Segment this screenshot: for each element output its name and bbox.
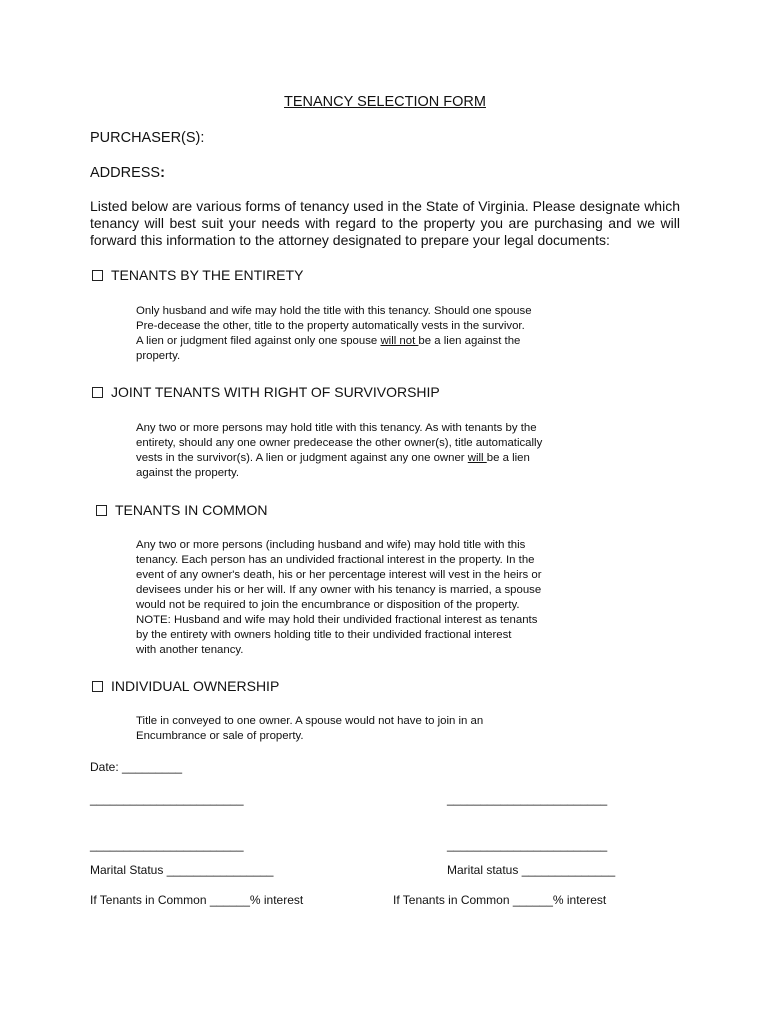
entirety-description <box>136 304 532 364</box>
intro-line: tenancy will best suit your needs with regard to the property you are purchasing and we will <box>90 215 680 231</box>
intro-line: Listed below are various forms of tenancy used in the State of Virginia. Please designate which <box>90 198 680 214</box>
description-line: Pre-decease the other, title to the property automatically vests in the survivor. <box>136 320 525 332</box>
purchasers-label: PURCHASER(S): <box>90 130 205 146</box>
tenants-in-common-interest-right[interactable]: If Tenants in Common ______% interest <box>393 893 607 907</box>
option-entirety <box>92 267 303 283</box>
description-line: Encumbrance or sale of property. <box>136 730 304 742</box>
individual-ownership-checkbox[interactable] <box>92 681 103 692</box>
tenants-in-common-checkbox[interactable] <box>96 505 107 516</box>
individual-ownership-description <box>136 714 483 744</box>
option-label: INDIVIDUAL OWNERSHIP <box>111 678 280 694</box>
intro-line: forward this information to the attorney designated to prepare your legal documents: <box>90 232 610 248</box>
description-line: Only husband and wife may hold the title with this tenancy. Should one spouse <box>136 305 532 317</box>
marital-status-left[interactable]: Marital Status ________________ <box>90 863 274 877</box>
marital-status-right[interactable]: Marital status ______________ <box>447 863 616 877</box>
tenants-in-common-interest-left[interactable]: If Tenants in Common ______% interest <box>90 893 304 907</box>
description-line: against the property. <box>136 467 239 479</box>
description-line: devisees under his or her will. If any owner with his tenancy is married, a spouse <box>136 584 542 596</box>
date-field[interactable]: Date: _________ <box>90 760 183 774</box>
description-line: A lien or judgment filed against only one spouse will not be a lien against the <box>136 335 521 347</box>
description-line: by the entirety with owners holding title to their undivided fractional interest <box>136 629 512 641</box>
address-label: ADDRESS: <box>90 165 165 181</box>
description-line: NOTE: Husband and wife may hold their undivided fractional interest as tenants <box>136 614 538 626</box>
signature-line-right-2[interactable]: ________________________ <box>447 838 608 852</box>
option-individual-ownership <box>92 678 279 694</box>
signature-line-left-1[interactable]: _______________________ <box>90 792 244 806</box>
entirety-checkbox[interactable] <box>92 270 103 281</box>
description-line: property. <box>136 350 181 362</box>
description-line: entirety, should any one owner predecease the other owner(s), title automatically <box>136 437 543 449</box>
signature-line-left-2[interactable]: _______________________ <box>90 838 244 852</box>
signature-line-right-1[interactable]: ________________________ <box>447 792 608 806</box>
option-label: JOINT TENANTS WITH RIGHT OF SURVIVORSHIP <box>111 384 440 400</box>
form-title: TENANCY SELECTION FORM <box>284 94 486 110</box>
description-line: Any two or more persons may hold title with this tenancy. As with tenants by the <box>136 422 537 434</box>
option-label: TENANTS BY THE ENTIRETY <box>111 267 304 283</box>
option-label: TENANTS IN COMMON <box>115 502 268 518</box>
description-line: would not be required to join the encumbrance or disposition of the property. <box>136 599 520 611</box>
tenants-in-common-description <box>136 538 542 658</box>
joint-tenants-checkbox[interactable] <box>92 387 103 398</box>
description-line: with another tenancy. <box>136 644 244 656</box>
option-joint-tenants <box>92 384 440 400</box>
description-line: tenancy. Each person has an undivided fractional interest in the property. In the <box>136 554 535 566</box>
description-line: event of any owner's death, his or her percentage interest will vest in the heirs or <box>136 569 542 581</box>
description-line: Any two or more persons (including husband and wife) may hold title with this <box>136 539 526 551</box>
joint-tenants-description <box>136 421 542 481</box>
description-line: Title in conveyed to one owner. A spouse would not have to join in an <box>136 715 484 727</box>
intro-paragraph <box>90 198 680 249</box>
option-tenants-in-common <box>96 502 267 518</box>
description-line: vests in the survivor(s). A lien or judgment against any one owner will be a lien <box>136 452 530 464</box>
